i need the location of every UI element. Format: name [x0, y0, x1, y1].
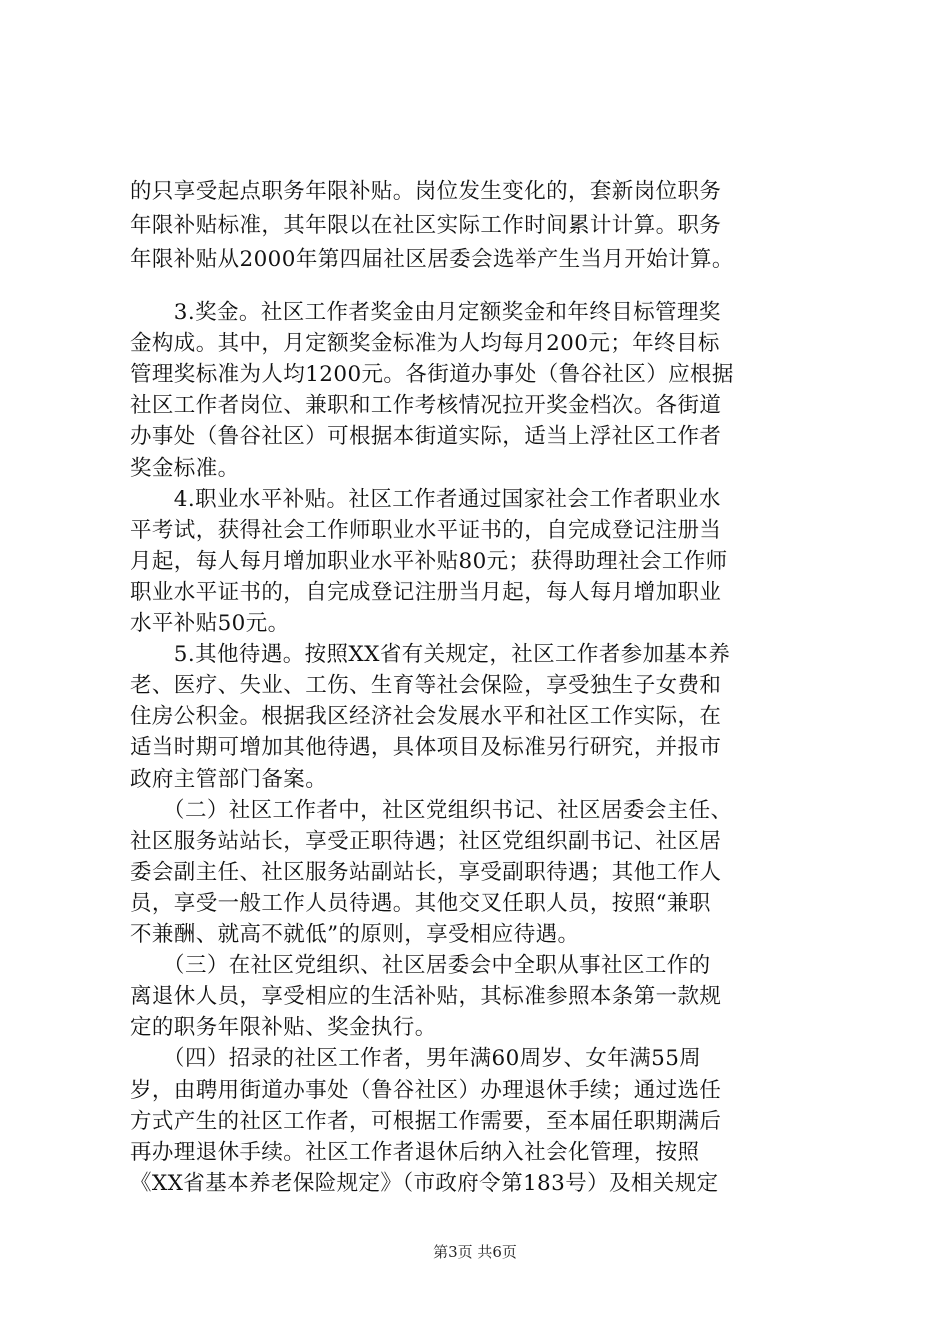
- text-line: 岁，由聘用街道办事处（鲁谷社区）办理退休手续；通过选任: [130, 1077, 722, 1103]
- text-line: 管理奖标准为人均1200元。各街道办事处（鲁谷社区）应根据: [130, 362, 734, 388]
- text-line: 委会副主任、社区服务站副站长，享受副职待遇；其他工作人: [130, 859, 722, 885]
- text-line: 年限补贴标准，其年限以在社区实际工作时间累计计算。职务: [130, 213, 722, 238]
- text-line: 适当时期可增加其他待遇，具体项目及标准另行研究，并报市: [130, 735, 722, 761]
- text-line: 职业水平证书的，自完成登记注册当月起，每人每月增加职业: [130, 579, 722, 605]
- text-line: 社区工作者岗位、兼职和工作考核情况拉开奖金档次。各街道: [130, 393, 722, 419]
- text-line: 《XX省基本养老保险规定》（市政府令第183号）及相关规定: [130, 1170, 719, 1196]
- text-line: 年限补贴从2000年第四届社区居委会选举产生当月开始计算。: [130, 247, 734, 272]
- text-line: （四）招录的社区工作者，男年满60周岁、女年满55周: [130, 1046, 702, 1072]
- text-line: 定的职务年限补贴、奖金执行。: [130, 1015, 437, 1041]
- text-line: 不兼酬、就高不就低”的原则，享受相应待遇。: [130, 922, 580, 947]
- text-line: 4.职业水平补贴。社区工作者通过国家社会工作者职业水: [130, 486, 721, 512]
- text-line: 5.其他待遇。按照XX省有关规定，社区工作者参加基本养: [130, 642, 731, 668]
- text-line: （三）在社区党组织、社区居委会中全职从事社区工作的: [130, 953, 711, 979]
- page-footer: 第3页 共6页: [433, 1243, 517, 1261]
- text-line: 奖金标准。: [130, 455, 240, 481]
- text-line: 员，享受一般工作人员待遇。其他交叉任职人员，按照“兼职: [130, 890, 711, 916]
- text-line: 3.奖金。社区工作者奖金由月定额奖金和年终目标管理奖: [130, 300, 721, 325]
- text-line: 月起，每人每月增加职业水平补贴80元；获得助理社会工作师: [130, 548, 728, 574]
- text-line: 老、医疗、失业、工伤、生育等社会保险，享受独生子女费和: [130, 673, 722, 699]
- text-line: 住房公积金。根据我区经济社会发展水平和社区工作实际，在: [130, 704, 722, 730]
- text-line: 离退休人员，享受相应的生活补贴，其标准参照本条第一款规: [130, 984, 722, 1010]
- text-line: 办事处（鲁谷社区）可根据本街道实际，适当上浮社区工作者: [130, 424, 722, 450]
- text-line: 社区服务站站长，享受正职待遇；社区党组织副书记、社区居: [130, 828, 722, 854]
- text-line: （二）社区工作者中，社区党组织书记、社区居委会主任、: [130, 797, 733, 823]
- text-line: 再办理退休手续。社区工作者退休后纳入社会化管理，按照: [130, 1139, 700, 1165]
- text-line: 平考试，获得社会工作师职业水平证书的，自完成登记注册当: [130, 517, 722, 543]
- text-line: 方式产生的社区工作者，可根据工作需要，至本届任职期满后: [130, 1108, 722, 1134]
- text-line: 的只享受起点职务年限补贴。岗位发生变化的，套新岗位职务: [130, 179, 722, 204]
- text-line: 水平补贴50元。: [130, 611, 290, 636]
- text-line: 金构成。其中，月定额奖金标准为人均每月200元；年终目标: [130, 331, 720, 357]
- text-line: 政府主管部门备案。: [130, 766, 328, 792]
